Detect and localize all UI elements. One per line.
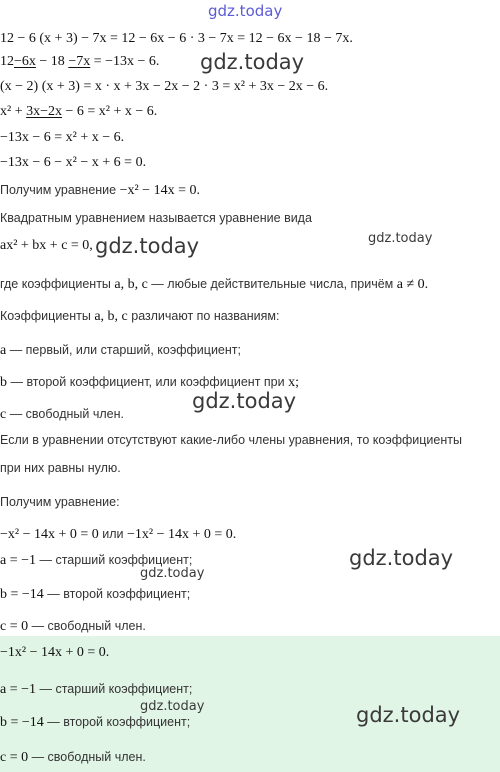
watermark-2: gdz.today	[95, 234, 200, 258]
answer-line-equation: −1x² − 14x + 0 = 0.	[0, 645, 110, 660]
math-term-underlined: 3x−2x	[26, 104, 62, 119]
text-line-20	[0, 586, 190, 603]
watermark-1: gdz.today	[200, 50, 305, 74]
text-line-10	[0, 276, 428, 293]
math-span: −x² − 14x + 0 = 0	[0, 527, 99, 542]
answer-line-c	[0, 749, 146, 766]
text-span: — старший коэффициент;	[36, 682, 193, 696]
math-line-6: −13x − 6 − x² − x + 6 = 0.	[0, 155, 147, 170]
math-span: a, b, c	[94, 309, 128, 324]
text-line-12	[0, 342, 241, 359]
watermark-5: gdz.today	[349, 546, 454, 570]
math-span: b	[0, 375, 7, 390]
math-span: a, b, c	[114, 277, 148, 292]
text-line-17: Получим уравнение:	[0, 495, 120, 509]
watermark-7: gdz.today	[140, 699, 205, 714]
math-span: a = −1	[0, 553, 37, 568]
math-line-1: 12 − 6 (x + 3) − 7x = 12 − 6x − 6 · 3 − 7x = 12 − 6x − 18 − 7x.	[0, 31, 353, 46]
math-span: c	[0, 407, 7, 422]
answer-line-a	[0, 681, 192, 698]
text-span: Получим уравнение	[0, 183, 120, 197]
text-span: или	[98, 527, 127, 541]
math-span: b = −14	[0, 715, 44, 730]
math-term: x² +	[0, 104, 27, 119]
math-span: c = 0	[0, 750, 29, 765]
math-term: 12	[0, 54, 14, 69]
answer-line-b	[0, 714, 190, 731]
text-span: — свободный член.	[28, 750, 146, 764]
math-span: −x² − 14x = 0.	[119, 183, 200, 198]
math-line-5: −13x − 6 = x² + x − 6.	[0, 130, 125, 145]
watermark-4: gdz.today	[192, 389, 297, 413]
math-span: a = −1	[0, 682, 37, 697]
math-term: − 6 = x² + x − 6.	[62, 104, 158, 119]
text-span: — свободный член.	[28, 619, 146, 633]
watermark-8: gdz.today	[356, 703, 461, 727]
math-term: = −13x − 6.	[90, 54, 160, 69]
watermark-top: gdz.today	[208, 2, 283, 20]
text-span: — первый, или старший, коэффициент;	[6, 343, 241, 357]
text-span: — второй коэффициент;	[43, 715, 191, 729]
math-span: b = −14	[0, 587, 44, 602]
text-line-15: Если в уравнении отсутствуют какие-либо члены уравнения, то коэффициенты	[0, 433, 462, 447]
math-span: −1x² − 14x + 0 = 0.	[127, 527, 237, 542]
text-line-7	[0, 182, 200, 199]
math-line-2	[0, 54, 159, 70]
math-line-9: ax² + bx + c = 0,	[0, 238, 93, 253]
text-span: — второй коэффициент;	[43, 587, 191, 601]
text-line-13	[0, 374, 299, 391]
text-span: Коэффициенты	[0, 309, 95, 323]
math-line-3: (x − 2) (x + 3) = x · x + 3x − 2x − 2 · 3 = x² + 3x − 2x − 6.	[0, 79, 329, 94]
math-span: x;	[288, 375, 299, 390]
text-line-11	[0, 308, 279, 325]
watermark-3: gdz.today	[368, 231, 433, 246]
text-line-18	[0, 526, 236, 543]
math-span: a	[0, 343, 7, 358]
text-line-14	[0, 406, 124, 423]
math-term-underlined: −6x	[14, 54, 36, 69]
text-line-8: Квадратным уравнением называется уравнение вида	[0, 211, 312, 225]
text-span: — второй коэффициент, или коэффициент при	[7, 375, 289, 389]
text-line-16: при них равны нулю.	[0, 461, 121, 475]
text-line-21	[0, 618, 146, 635]
text-line-19	[0, 552, 192, 569]
text-span: где коэффициенты	[0, 277, 115, 291]
watermark-6: gdz.today	[140, 566, 205, 581]
math-span: c = 0	[0, 619, 29, 634]
text-span: различают по названиям:	[127, 309, 280, 323]
text-span: — любые действительные числа, причём	[147, 277, 397, 291]
math-term: − 18	[35, 54, 69, 69]
math-span: a ≠ 0.	[396, 277, 429, 292]
text-span: — старший коэффициент;	[36, 553, 193, 567]
math-line-4	[0, 104, 157, 120]
text-span: — свободный член.	[6, 407, 124, 421]
math-term-underlined: −7x	[68, 54, 91, 69]
